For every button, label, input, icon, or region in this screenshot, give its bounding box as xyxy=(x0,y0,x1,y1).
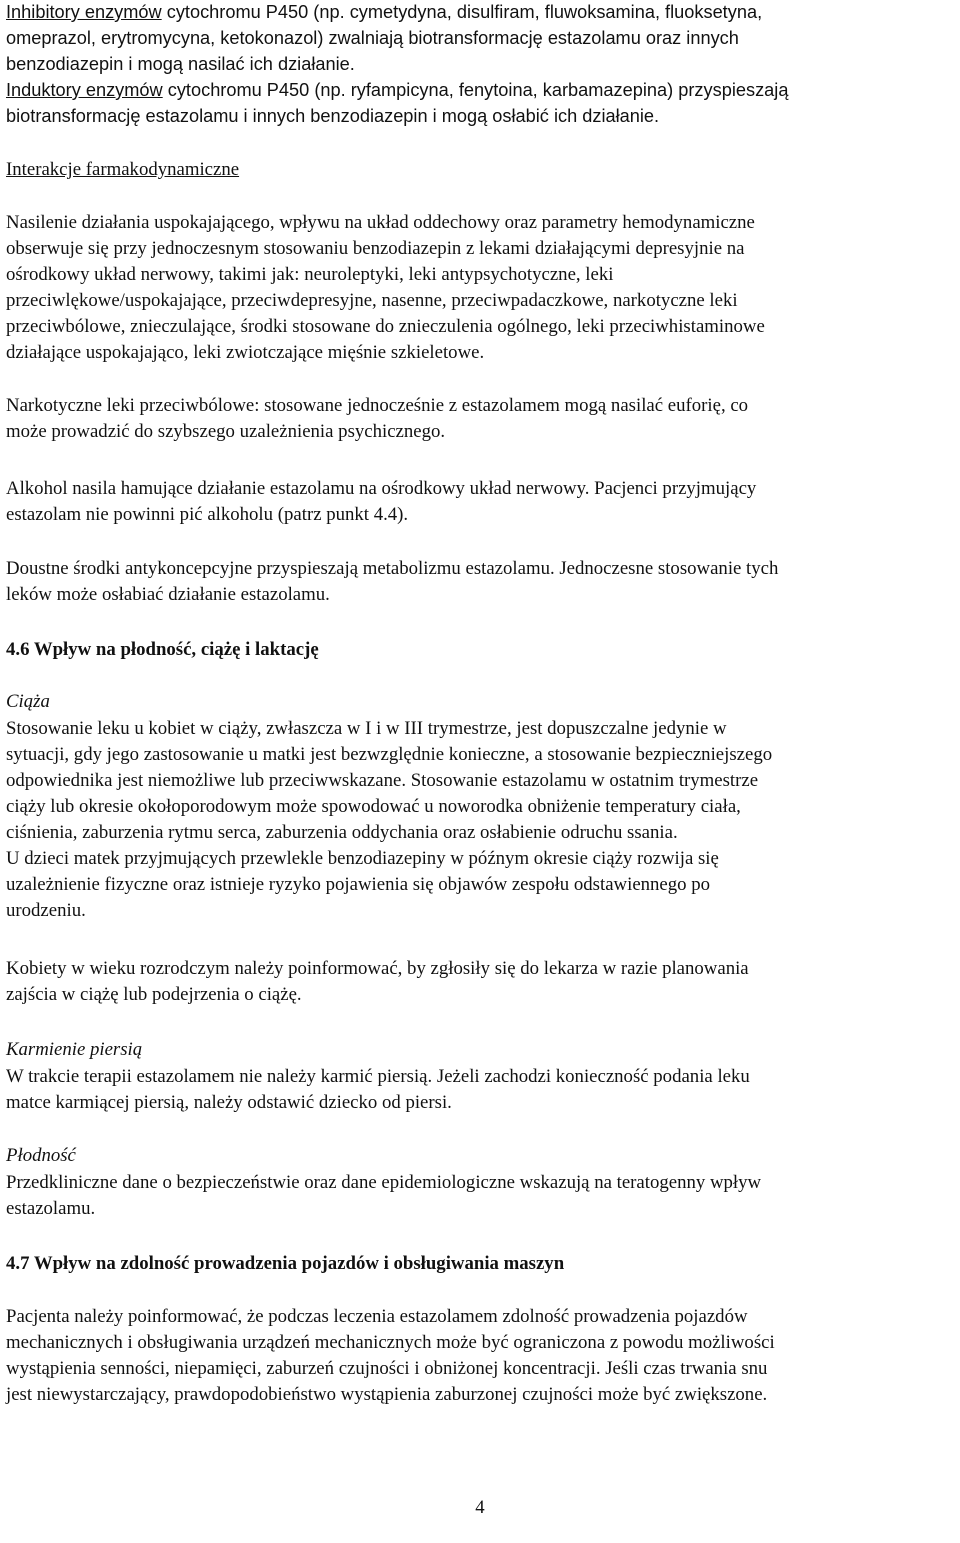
narcotic-line-2: może prowadzić do szybszego uzależnienia psychicznego. xyxy=(6,421,446,442)
section-4-6-heading: 4.6 Wpływ na płodność, ciążę i laktację xyxy=(6,639,319,660)
pd-line-6: działające uspokajająco, leki zwiotczające mięśnie szkieletowe. xyxy=(6,342,485,363)
section-4-7-heading: 4.7 Wpływ na zdolność prowadzenia pojazdów i obsługiwania maszyn xyxy=(6,1253,565,1274)
women-line-1: Kobiety w wieku rozrodczym należy poinformować, by zgłosiły się do lekarza w razie planowania xyxy=(6,958,749,979)
inhibitors-link[interactable]: Inhibitory enzymów xyxy=(6,2,162,22)
pregnancy-paragraph xyxy=(6,716,772,924)
inducers-link[interactable]: Induktory enzymów xyxy=(6,80,163,100)
pregnancy-line-7: uzależnienie fizyczne oraz istnieje ryzyko pojawienia się objawów zespołu odstawiennego po xyxy=(6,874,711,895)
pd-line-1: Nasilenie działania uspokajającego, wpływu na układ oddechowy oraz parametry hemodynamiczne xyxy=(6,212,755,233)
pharmacodynamic-paragraph xyxy=(6,210,765,366)
women-paragraph xyxy=(6,956,749,1008)
narcotic-line-1: Narkotyczne leki przeciwbólowe: stosowane jednocześnie z estazolamem mogą nasilać euforię, co xyxy=(6,395,749,416)
page-number: 4 xyxy=(475,1497,485,1518)
pregnancy-line-3: odpowiednika jest niemożliwe lub przeciwwskazane. Stosowanie estazolamu w ostatnim trymestrze xyxy=(6,770,759,791)
inducers-line-1: cytochromu P450 (np. ryfampicyna, fenytoina, karbamazepina) przyspieszają xyxy=(162,80,789,100)
pregnancy-heading: Ciąża xyxy=(6,691,50,712)
driving-line-2: mechanicznych i obsługiwania urządzeń mechanicznych może być ograniczona z powodu możliwości xyxy=(6,1332,775,1353)
pd-line-3: ośrodkowy układ nerwowy, takimi jak: neuroleptyki, leki antypsychotyczne, leki xyxy=(6,264,614,285)
pd-line-5: przeciwbólowe, znieczulające, środki stosowane do znieczulenia ogólnego, leki przeciwhistaminowe xyxy=(6,316,765,337)
inducers-paragraph xyxy=(6,77,788,129)
contraceptive-line-1: Doustne środki antykoncepcyjne przyspieszają metabolizmu estazolamu. Jednoczesne stosowanie tych xyxy=(6,558,779,579)
pregnancy-line-2: sytuacji, gdy jego zastosowanie u matki jest bezwzględnie konieczne, a stosowanie bezpieczniejszego xyxy=(6,744,773,765)
breastfeeding-line-2: matce karmiącej piersią, należy odstawić dziecko od piersi. xyxy=(6,1092,452,1113)
pharmacodynamic-heading: Interakcje farmakodynamiczne xyxy=(6,159,240,180)
pd-line-4: przeciwlękowe/uspokajające, przeciwdepresyjne, nasenne, przeciwpadaczkowe, narkotyczne leki xyxy=(6,290,738,311)
contraceptive-line-2: leków może osłabiać działanie estazolamu. xyxy=(6,584,330,605)
section-4-6-heading-wrap xyxy=(6,637,319,663)
inhibitors-line-3: benzodiazepin i mogą nasilać ich działanie. xyxy=(6,54,355,74)
fertility-heading-wrap xyxy=(6,1143,76,1169)
fertility-paragraph xyxy=(6,1170,761,1222)
narcotic-paragraph xyxy=(6,393,748,445)
driving-line-4: jest niewystarczający, prawdopodobieństwo wystąpienia zaburzonej czujności może być zwiększone. xyxy=(6,1384,768,1405)
driving-line-1: Pacjenta należy poinformować, że podczas leczenia estazolamem zdolność prowadzenia pojazdów xyxy=(6,1306,748,1327)
breastfeeding-heading: Karmienie piersią xyxy=(6,1039,143,1060)
women-line-2: zajścia w ciążę lub podejrzenia o ciążę. xyxy=(6,984,302,1005)
pregnancy-line-5: ciśnienia, zaburzenia rytmu serca, zaburzenia oddychania oraz osłabienie odruchu ssania. xyxy=(6,822,678,843)
pregnancy-line-1: Stosowanie leku u kobiet w ciąży, zwłaszcza w I i w III trymestrze, jest dopuszczalne jedynie w xyxy=(6,718,727,739)
alcohol-paragraph xyxy=(6,476,756,528)
pregnancy-line-8: urodzeniu. xyxy=(6,900,86,921)
alcohol-line-1: Alkohol nasila hamujące działanie estazolamu na ośrodkowy układ nerwowy. Pacjenci przyjmujący xyxy=(6,478,757,499)
alcohol-line-2: estazolam nie powinni pić alkoholu (patrz punkt 4.4). xyxy=(6,504,409,525)
pregnancy-line-4: ciąży lub okresie okołoporodowym może spowodować u noworodka obniżenie temperatury ciała, xyxy=(6,796,741,817)
section-4-7-paragraph xyxy=(6,1304,775,1408)
inhibitors-paragraph xyxy=(6,0,762,77)
contraceptive-paragraph xyxy=(6,556,778,608)
breastfeeding-heading-wrap xyxy=(6,1037,142,1063)
pd-line-2: obserwuje się przy jednoczesnym stosowaniu benzodiazepin z lekami działającymi depresyjnie na xyxy=(6,238,745,259)
pregnancy-line-6: U dzieci matek przyjmujących przewlekle benzodiazepiny w późnym okresie ciąży rozwija się xyxy=(6,848,719,869)
inhibitors-line-2: omeprazol, erytromycyna, ketokonazol) zwalniają biotransformację estazolamu oraz innych xyxy=(6,28,739,48)
fertility-heading: Płodność xyxy=(6,1145,76,1166)
inducers-line-2: biotransformację estazolamu i innych benzodiazepin i mogą osłabić ich działanie. xyxy=(6,106,660,126)
breastfeeding-line-1: W trakcie terapii estazolamem nie należy karmić piersią. Jeżeli zachodzi konieczność podania leku xyxy=(6,1066,750,1087)
breastfeeding-paragraph xyxy=(6,1064,750,1116)
fertility-line-1: Przedkliniczne dane o bezpieczeństwie oraz dane epidemiologiczne wskazują na teratogenny wpływ xyxy=(6,1172,762,1193)
inhibitors-line-1: cytochromu P450 (np. cymetydyna, disulfiram, fluwoksamina, fluoksetyna, xyxy=(161,2,763,22)
pregnancy-heading-wrap xyxy=(6,689,50,715)
section-4-7-heading-wrap xyxy=(6,1251,564,1277)
pharmacodynamic-heading-wrap xyxy=(6,157,239,183)
driving-line-3: wystąpienia senności, niepamięci, zaburzeń czujności i obniżonej koncentracji. Jeśli czas trwania snu xyxy=(6,1358,768,1379)
fertility-line-2: estazolamu. xyxy=(6,1198,96,1219)
